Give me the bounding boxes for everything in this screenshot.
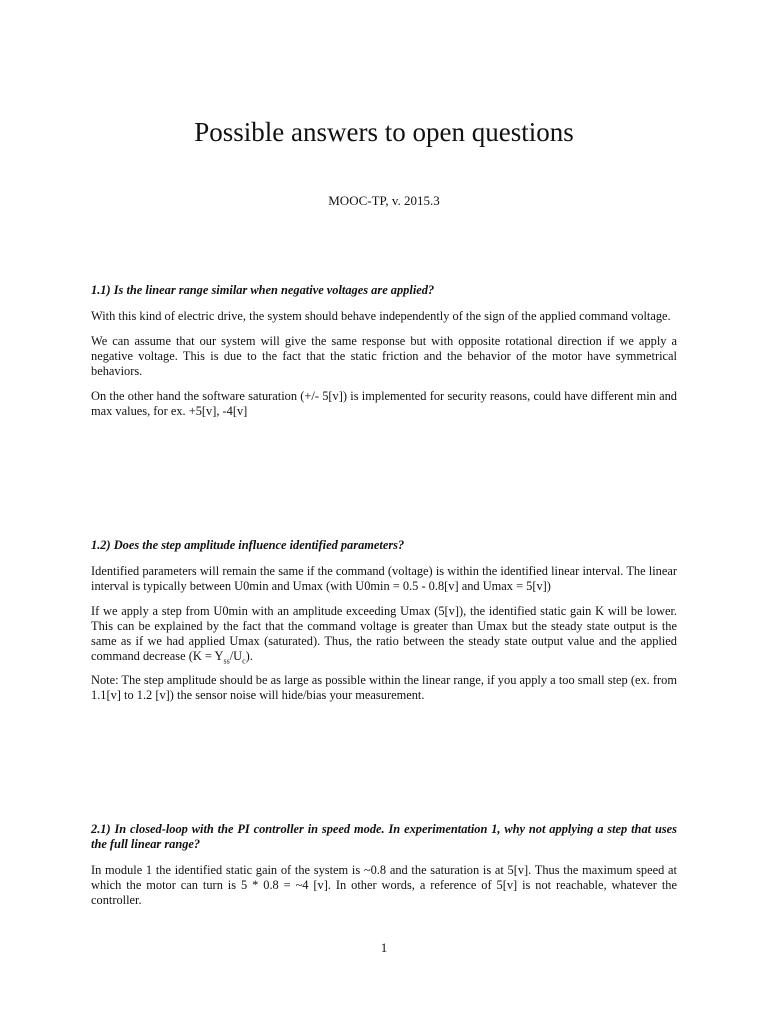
page-number: 1 <box>380 940 388 955</box>
formula-slash: /U <box>229 648 243 663</box>
answer-paragraph <box>91 604 677 664</box>
answer-paragraph: With this kind of electric drive, the system should behave independently of the sign of the applied command voltage. <box>91 309 671 323</box>
answer-paragraph: In module 1 the identified static gain of the system is ~0.8 and the saturation is at 5[v]. Thus the maximum speed at which the motor can turn is 5 * 0.8 = ~4 [v]. In other words, a reference of 5[v] is not reachable, whatever the controller. <box>91 863 677 907</box>
page-title: Possible answers to open questions <box>194 117 574 147</box>
subscript-ss: ss <box>223 656 230 665</box>
answer-paragraph: On the other hand the software saturation (+/- 5[v]) is implemented for security reasons, could have different min and max values, for ex. +5[v], -4[v] <box>91 388 677 418</box>
version-subtitle: MOOC-TP, v. 2015.3 <box>328 193 440 208</box>
answer-paragraph: We can assume that our system will give the same response but with opposite rotational direction if we apply a negative voltage. This is due to the fact that the static friction and the behavior of the motor have symmetrical behaviors. <box>91 333 677 378</box>
formula-tail: ). <box>245 648 253 663</box>
answer-text: If we apply a step from U0min with an amplitude exceeding Umax (5[v]), the identified static gain K will be lower. This can be explained by the fact that the command voltage is greater than Umax but the steady state output is the same as if we had applied Umax (saturated). Thus, the ratio between the steady state output value and the applied command decrease (K = Y <box>91 603 677 663</box>
answer-paragraph: Note: The step amplitude should be as large as possible within the linear range, if you apply a too small step (ex. from 1.1[v] to 1.2 [v]) the sensor noise will hide/bias your measurement. <box>91 673 677 703</box>
section-2-1 <box>91 822 677 918</box>
answer-paragraph: Identified parameters will remain the same if the command (voltage) is within the identified linear interval. The linear interval is typically between U0min and Umax (with U0min = 0.5 - 0.8[v] and Umax = 5[v]) <box>91 564 677 593</box>
subscript-c: c <box>242 656 246 665</box>
section-1-1 <box>91 283 677 428</box>
question-heading: 2.1) In closed-loop with the PI controller in speed mode. In experimentation 1, why not applying a step that uses the full linear range? <box>91 822 677 851</box>
question-heading: 1.2) Does the step amplitude influence identified parameters? <box>91 538 405 552</box>
question-heading: 1.1) Is the linear range similar when negative voltages are applied? <box>91 283 435 297</box>
section-1-2 <box>91 538 677 713</box>
